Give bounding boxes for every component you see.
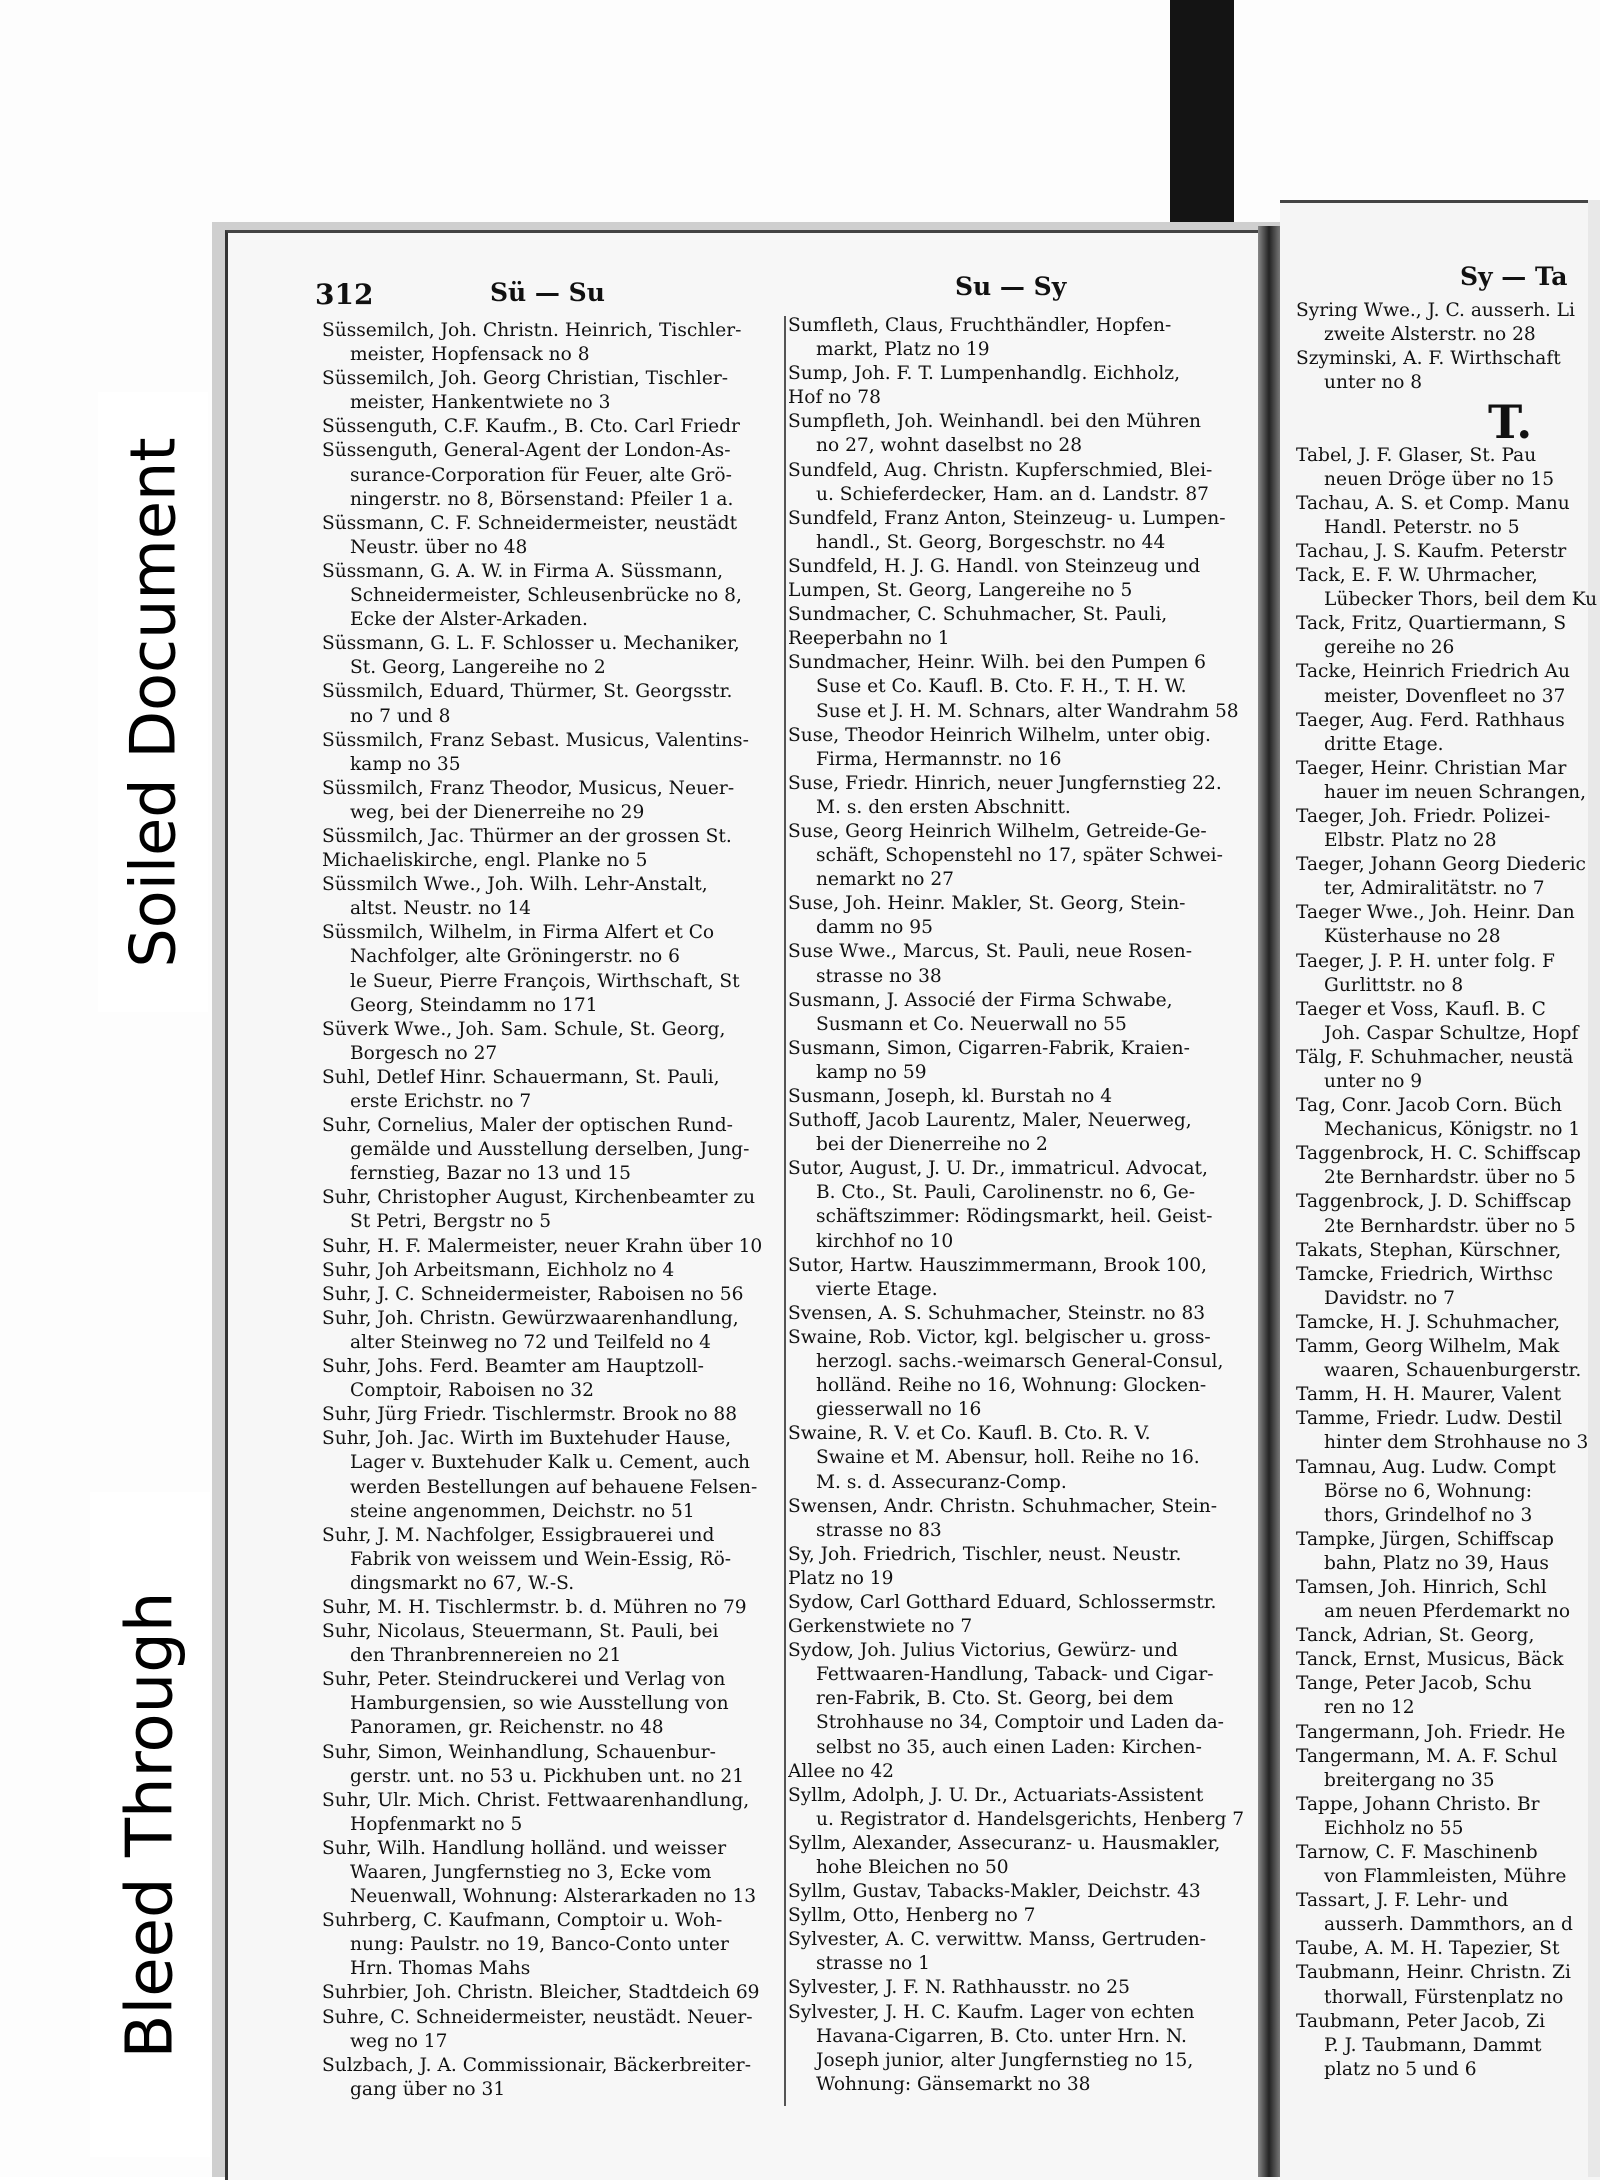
directory-entry-line: Schneidermeister, Schleusenbrücke no 8, <box>350 585 742 607</box>
directory-entry-line: M. s. den ersten Abschnitt. <box>816 796 1071 818</box>
directory-entry-line: Suhr, Joh Arbeitsmann, Eichholz no 4 <box>322 1259 675 1281</box>
directory-entry-line: altst. Neustr. no 14 <box>350 898 532 920</box>
directory-entry-line: B. Cto., St. Pauli, Carolinenstr. no 6, Ge- <box>816 1182 1196 1204</box>
directory-entry-line: Suthoff, Jacob Laurentz, Maler, Neuerweg, <box>788 1110 1192 1132</box>
directory-entry-line: Allee no 42 <box>788 1760 894 1782</box>
directory-entry-line: Joseph junior, alter Jungfernstieg no 15, <box>816 2049 1194 2071</box>
directory-entry-line: Sy, Joh. Friedrich, Tischler, neust. Neustr. <box>788 1543 1182 1565</box>
directory-entry-line: Taeger, Aug. Ferd. Rathhaus <box>1296 709 1565 731</box>
directory-entry-line: Hamburgensien, so wie Ausstellung von <box>350 1693 729 1715</box>
soiled-document-label <box>98 392 208 1012</box>
directory-entry-line: steine angenommen, Deichstr. no 51 <box>350 1500 695 1522</box>
directory-entry-line: Gurlittstr. no 8 <box>1324 974 1464 996</box>
directory-entry-line: Tamm, H. H. Maurer, Valent <box>1296 1384 1562 1406</box>
directory-entry-line: Elbstr. Platz no 28 <box>1324 830 1497 852</box>
directory-entry-line: handl., St. Georg, Borgeschstr. no 44 <box>816 531 1166 553</box>
directory-entry-line: Hof no 78 <box>788 387 881 409</box>
directory-entry-line: gerstr. unt. no 53 u. Pickhuben unt. no 21 <box>350 1765 745 1787</box>
directory-entry-line: Sumpfleth, Joh. Weinhandl. bei den Mühren <box>788 411 1202 433</box>
directory-entry-line: meister, Hankentwiete no 3 <box>350 392 611 414</box>
directory-entry-line: Handl. Peterstr. no 5 <box>1324 516 1520 538</box>
directory-entry-line: Taubmann, Peter Jacob, Zi <box>1296 2010 1546 2032</box>
directory-entry-line: gereihe no 26 <box>1324 637 1455 659</box>
directory-entry-line: Suhr, H. F. Malermeister, neuer Krahn über 10 <box>322 1235 763 1257</box>
directory-entry-line: bei der Dienerreihe no 2 <box>816 1134 1048 1156</box>
scanner-edge-shadow <box>1170 0 1234 250</box>
directory-entry-line: Tamcke, H. J. Schuhmacher, <box>1296 1311 1560 1333</box>
directory-entry-line: kamp no 35 <box>350 753 461 775</box>
directory-entry-line: Sutor, Hartw. Hauszimmermann, Brook 100, <box>788 1254 1207 1276</box>
directory-entry-line: vierte Etage. <box>816 1278 938 1300</box>
directory-entry-line: Sumfleth, Claus, Fruchthändler, Hopfen- <box>788 315 1172 336</box>
directory-entry-line: Sundfeld, Aug. Christn. Kupferschmied, Blei- <box>788 459 1213 481</box>
directory-entry-line: Süssemilch, Joh. Christn. Heinrich, Tischler- <box>322 320 742 341</box>
directory-entry-line: Lager v. Buxtehuder Kalk u. Cement, auch <box>350 1452 750 1474</box>
directory-entry-line: Taeger et Voss, Kaufl. B. C <box>1296 998 1546 1020</box>
directory-entry-line: Taeger, Heinr. Christian Mar <box>1296 757 1567 779</box>
directory-entry-line: damm no 95 <box>816 917 933 939</box>
book-gutter <box>1258 226 1280 2177</box>
directory-entry-line: Davidstr. no 7 <box>1324 1287 1455 1309</box>
directory-entry-line: Syllm, Alexander, Assecuranz- u. Hausmakler, <box>788 1832 1221 1854</box>
directory-entry-line: Sundmacher, C. Schuhmacher, St. Pauli, <box>788 604 1168 626</box>
directory-entry-line: Strohhause no 34, Comptoir und Laden da- <box>816 1712 1224 1734</box>
directory-entry-line: Suhrbier, Joh. Christn. Bleicher, Stadtdeich 69 <box>322 1982 760 2004</box>
directory-entry-line: Michaeliskirche, engl. Planke no 5 <box>322 850 648 872</box>
right-running-head: Sy — Ta <box>1460 262 1568 291</box>
directory-entry-line: gang über no 31 <box>350 2078 506 2100</box>
directory-entry-line: Lübecker Thors, beil dem Ku <box>1324 589 1598 611</box>
directory-entry-line: Joh. Caspar Schultze, Hopf <box>1324 1022 1579 1044</box>
directory-entry-line: Sylvester, J. F. N. Rathhausstr. no 25 <box>788 1977 1130 1999</box>
directory-entry-line: Süssemilch, Joh. Georg Christian, Tischler- <box>322 368 729 390</box>
directory-entry-line: von Flammleisten, Mühre <box>1324 1866 1567 1888</box>
directory-entry-line: no 7 und 8 <box>350 705 451 727</box>
directory-entry-line: Sylvester, A. C. verwittw. Manss, Gertruden- <box>788 1929 1206 1951</box>
directory-entry-line <box>1296 419 1600 443</box>
directory-entry-line: zweite Alsterstr. no 28 <box>1324 324 1536 346</box>
page-number: 312 <box>315 278 374 311</box>
directory-entry-line: Susmann, J. Associé der Firma Schwabe, <box>788 989 1173 1011</box>
directory-entry-line: ren-Fabrik, B. Cto. St. Georg, bei dem <box>816 1688 1174 1710</box>
directory-entry-line: nemarkt no 27 <box>816 869 954 891</box>
directory-entry-line: St. Georg, Langereihe no 2 <box>350 657 606 679</box>
directory-entry-line: M. s. d. Assecuranz-Comp. <box>816 1471 1067 1493</box>
directory-entry-line: meister, Dovenfleet no 37 <box>1324 685 1566 707</box>
directory-entry-line: Suse, Friedr. Hinrich, neuer Jungfernstieg 22. <box>788 772 1222 794</box>
directory-entry-line: Tälg, F. Schuhmacher, neustä <box>1296 1046 1574 1068</box>
directory-entry-line: Sydow, Carl Gotthard Eduard, Schlossermstr. <box>788 1591 1217 1613</box>
directory-entry-line: 2te Bernhardstr. über no 5 <box>1324 1167 1576 1189</box>
directory-entry-line: Suhr, Cornelius, Maler der optischen Rund- <box>322 1115 733 1137</box>
directory-entry-line: Suhr, Simon, Weinhandlung, Schauenbur- <box>322 1741 716 1763</box>
directory-entry-line: Suhr, Christopher August, Kirchenbeamter zu <box>322 1187 756 1209</box>
directory-entry-line: Süssmilch, Franz Theodor, Musicus, Neuer- <box>322 777 735 799</box>
directory-entry-line: Suhr, Wilh. Handlung holländ. und weisser <box>322 1837 727 1859</box>
directory-entry-line: thorwall, Fürstenplatz no <box>1324 1986 1564 2008</box>
directory-entry-line: ningerstr. no 8, Börsenstand: Pfeiler 1 a. <box>350 488 734 510</box>
directory-entry-line: hauer im neuen Schrangen, <box>1324 781 1587 803</box>
directory-entry-line: meister, Hopfensack no 8 <box>350 344 590 366</box>
directory-entry-line: nung: Paulstr. no 19, Banco-Conto unter <box>350 1934 729 1956</box>
directory-entry-line: Havana-Cigarren, B. Cto. unter Hrn. N. <box>816 2025 1187 2047</box>
directory-entry-line: Waaren, Jungfernstieg no 3, Ecke vom <box>350 1862 712 1883</box>
directory-entry-line: Süssenguth, C.F. Kaufm., B. Cto. Carl Friedr <box>322 416 740 438</box>
directory-entry-line: dritte Etage. <box>1324 733 1444 755</box>
directory-entry-line: schäft, Schopenstehl no 17, später Schwei- <box>816 845 1223 867</box>
directory-entry-line: alter Steinweg no 72 und Teilfeld no 4 <box>350 1331 711 1353</box>
directory-entry-line: Süssmann, G. L. F. Schlosser u. Mechaniker, <box>322 633 740 655</box>
directory-entry-line <box>1296 395 1600 419</box>
directory-entry-line: Svensen, A. S. Schuhmacher, Steinstr. no 83 <box>788 1302 1206 1324</box>
directory-entry-line: Tack, Fritz, Quartiermann, S <box>1296 613 1567 635</box>
directory-entry-line: Tangermann, M. A. F. Schul <box>1296 1745 1558 1767</box>
directory-entry-line: Lumpen, St. Georg, Langereihe no 5 <box>788 580 1133 602</box>
directory-entry-line: Tarnow, C. F. Maschinenb <box>1296 1842 1538 1863</box>
directory-entry-line: Sutor, August, J. U. Dr., immatricul. Advocat, <box>788 1158 1208 1180</box>
directory-entry-line: Tacke, Heinrich Friedrich Au <box>1296 661 1571 683</box>
directory-entry-line: 2te Bernhardstr. über no 5 <box>1324 1215 1576 1237</box>
directory-entry-line: weg no 17 <box>350 2030 448 2052</box>
directory-entry-line: Platz no 19 <box>788 1567 894 1589</box>
directory-entry-line: Süverk Wwe., Joh. Sam. Schule, St. Georg, <box>322 1018 726 1040</box>
directory-entry-line: Küsterhause no 28 <box>1324 926 1501 948</box>
directory-entry-line: Suse et J. H. M. Schnars, alter Wandrahm 58 <box>816 700 1239 722</box>
directory-entry-line: Panoramen, gr. Reichenstr. no 48 <box>350 1717 664 1739</box>
directory-entry-line: Tack, E. F. W. Uhrmacher, <box>1296 565 1538 587</box>
directory-entry-line: Taubmann, Heinr. Christn. Zi <box>1296 1962 1571 1984</box>
directory-entry-line: Susmann, Joseph, kl. Burstah no 4 <box>788 1086 1113 1107</box>
directory-entry-line: Nachfolger, alte Gröningerstr. no 6 <box>350 946 680 968</box>
directory-entry-line: ren no 12 <box>1324 1697 1415 1719</box>
directory-entry-line: Suse, Theodor Heinrich Wilhelm, unter obig. <box>788 724 1211 746</box>
directory-entry-line: gemälde und Ausstellung derselben, Jung- <box>350 1139 750 1161</box>
directory-entry-line: Hrn. Thomas Mahs <box>350 1958 531 1980</box>
directory-entry-line: Fettwaaren-Handlung, Taback- und Cigar- <box>816 1664 1214 1686</box>
directory-entry-line: unter no 8 <box>1324 372 1423 394</box>
directory-entry-line: Reeperbahn no 1 <box>788 628 950 650</box>
directory-entry-line: St Petri, Bergstr no 5 <box>350 1211 552 1233</box>
directory-entry-line: Süssmilch, Jac. Thürmer an der grossen St. <box>322 825 732 847</box>
directory-entry-line: Tamm, Georg Wilhelm, Mak <box>1296 1336 1560 1358</box>
directory-entry-line: Syring Wwe., J. C. ausserh. Li <box>1296 300 1575 321</box>
directory-entry-line: Taeger, Johann Georg Diederic <box>1296 854 1586 876</box>
directory-entry-line: Fabrik von weissem und Wein-Essig, Rö- <box>350 1548 732 1570</box>
section-letter: T. <box>1488 395 1533 449</box>
soiled-document-text: Soiled Document <box>116 436 190 968</box>
directory-entry-line: Börse no 6, Wohnung: <box>1324 1480 1533 1502</box>
directory-entry-line: selbst no 35, auch einen Laden: Kirchen- <box>816 1736 1202 1758</box>
directory-entry-line: Taube, A. M. H. Tapezier, St <box>1296 1938 1560 1960</box>
directory-entry-line: Comptoir, Raboisen no 32 <box>350 1380 594 1402</box>
directory-entry-line: Suhr, J. C. Schneidermeister, Raboisen no 56 <box>322 1283 744 1305</box>
directory-entry-line: fernstieg, Bazar no 13 und 15 <box>350 1163 631 1185</box>
directory-entry-line: weg, bei der Dienerreihe no 29 <box>350 801 645 823</box>
directory-entry-line: Hopfenmarkt no 5 <box>350 1813 523 1835</box>
directory-entry-line: thors, Grindelhof no 3 <box>1324 1504 1533 1526</box>
directory-entry-line: strasse no 38 <box>816 965 942 987</box>
directory-entry-line: Tange, Peter Jacob, Schu <box>1296 1673 1532 1695</box>
directory-entry-line: Suhrberg, C. Kaufmann, Comptoir u. Woh- <box>322 1910 723 1932</box>
directory-entry-line: Susmann, Simon, Cigarren-Fabrik, Kraien- <box>788 1037 1190 1059</box>
directory-entry-line: Tamme, Friedr. Ludw. Destil <box>1296 1408 1563 1430</box>
directory-entry-line: giesserwall no 16 <box>816 1399 982 1421</box>
directory-entry-line: holländ. Reihe no 16, Wohnung: Glocken- <box>816 1375 1207 1397</box>
middle-running-head: Su — Sy <box>955 272 1067 301</box>
directory-entry-line: Swaine, R. V. et Co. Kaufl. B. Cto. R. V. <box>788 1423 1151 1445</box>
directory-entry-line: Tachau, J. S. Kaufm. Peterstr <box>1296 540 1567 562</box>
directory-entry-line: Tampke, Jürgen, Schiffscap <box>1296 1528 1554 1550</box>
directory-entry-line: Swaine, Rob. Victor, kgl. belgischer u. gross- <box>788 1326 1211 1348</box>
directory-entry-line: P. J. Taubmann, Dammt <box>1324 2034 1542 2056</box>
directory-entry-line: Tangermann, Joh. Friedr. He <box>1296 1721 1566 1743</box>
directory-entry-line: Sundfeld, H. J. G. Handl. von Steinzeug und <box>788 555 1201 577</box>
directory-entry-line: Mechanicus, Königstr. no 1 <box>1324 1119 1581 1141</box>
directory-entry-line: Taggenbrock, H. C. Schiffscap <box>1296 1143 1581 1165</box>
bleed-through-text: Bleed Through <box>113 1591 187 2058</box>
directory-entry-line: Taeger Wwe., Joh. Heinr. Dan <box>1296 902 1575 924</box>
directory-entry-line: no 27, wohnt daselbst no 28 <box>816 435 1083 457</box>
directory-entry-line: Suse et Co. Kaufl. B. Cto. F. H., T. H. W. <box>816 676 1187 698</box>
directory-entry-line: dingsmarkt no 67, W.-S. <box>350 1572 575 1594</box>
directory-entry-line: Syllm, Gustav, Tabacks-Makler, Deichstr. 43 <box>788 1881 1201 1903</box>
directory-entry-line: u. Schieferdecker, Ham. an d. Landstr. 87 <box>816 483 1210 505</box>
directory-entry-line: breitergang no 35 <box>1324 1769 1495 1791</box>
directory-entry-line: Wohnung: Gänsemarkt no 38 <box>816 2073 1091 2095</box>
directory-entry-line: Taeger, J. P. H. unter folg. F <box>1296 950 1555 972</box>
directory-entry-line: Syllm, Adolph, J. U. Dr., Actuariats-Assistent <box>788 1784 1204 1806</box>
directory-entry-line: Sundfeld, Franz Anton, Steinzeug- u. Lumpen- <box>788 507 1226 529</box>
directory-entry-line: Süssenguth, General-Agent der London-As- <box>322 440 731 462</box>
directory-column-2 <box>788 314 1256 2097</box>
directory-entry-line: ter, Admiralitätstr. no 7 <box>1324 878 1545 900</box>
directory-entry-line: Eichholz no 55 <box>1324 1817 1464 1839</box>
directory-entry-line: Tachau, A. S. et Comp. Manu <box>1296 492 1570 514</box>
directory-entry-line: hinter dem Strohhause no 3 <box>1324 1432 1589 1454</box>
directory-entry-line: Sydow, Joh. Julius Victorius, Gewürz- und <box>788 1640 1178 1662</box>
directory-entry-line: Tappe, Johann Christo. Br <box>1296 1793 1540 1815</box>
directory-entry-line: ausserh. Dammthors, an d <box>1324 1914 1573 1936</box>
directory-entry-line: Suhr, Peter. Steindruckerei und Verlag von <box>322 1669 726 1691</box>
bleed-through-label <box>90 1492 210 2157</box>
directory-entry-line: Suhr, Johs. Ferd. Beamter am Hauptzoll- <box>322 1356 704 1378</box>
directory-entry-line: strasse no 1 <box>816 1953 930 1975</box>
directory-entry-line: Tamcke, Friedrich, Wirthsc <box>1296 1263 1553 1285</box>
directory-entry-line: kirchhof no 10 <box>816 1230 954 1252</box>
directory-entry-line: markt, Platz no 19 <box>816 339 990 361</box>
directory-entry-line: Syllm, Otto, Henberg no 7 <box>788 1905 1036 1927</box>
directory-entry-line: schäftszimmer: Rödingsmarkt, heil. Geist- <box>816 1206 1213 1228</box>
directory-entry-line: Suhr, Jürg Friedr. Tischlermstr. Brook no 88 <box>322 1404 738 1426</box>
directory-column-3 <box>1296 299 1600 2082</box>
directory-entry-line: den Thranbrennereien no 21 <box>350 1645 622 1667</box>
directory-entry-line: Taeger, Joh. Friedr. Polizei- <box>1296 805 1551 827</box>
directory-entry-line: Süssmilch, Franz Sebast. Musicus, Valentins- <box>322 729 749 751</box>
directory-entry-line: Borgesch no 27 <box>350 1042 498 1064</box>
left-running-head: Sü — Su <box>490 278 605 307</box>
directory-entry-line: Suse, Georg Heinrich Wilhelm, Getreide-Ge- <box>788 820 1207 842</box>
directory-entry-line: Süssmilch Wwe., Joh. Wilh. Lehr-Anstalt, <box>322 874 708 896</box>
directory-entry-line: hohe Bleichen no 50 <box>816 1857 1009 1878</box>
directory-entry-line: Suhl, Detlef Hinr. Schauermann, St. Pauli, <box>322 1066 720 1088</box>
directory-entry-line: platz no 5 und 6 <box>1324 2058 1477 2080</box>
directory-entry-line: Süssmilch, Eduard, Thürmer, St. Georgsstr. <box>322 681 733 703</box>
directory-entry-line: strasse no 83 <box>816 1519 942 1541</box>
directory-entry-line: herzogl. sachs.-weimarsch General-Consul, <box>816 1351 1224 1373</box>
directory-entry-line: Swensen, Andr. Christn. Schuhmacher, Stein- <box>788 1495 1218 1517</box>
directory-entry-line: le Sueur, Pierre François, Wirthschaft, St <box>350 970 740 992</box>
directory-entry-line: surance-Corporation für Feuer, alte Grö- <box>350 464 732 486</box>
directory-entry-line: Sulzbach, J. A. Commissionair, Bäckerbreiter- <box>322 2054 751 2076</box>
directory-entry-line: Suse Wwe., Marcus, St. Pauli, neue Rosen- <box>788 941 1193 963</box>
directory-entry-line: Sundmacher, Heinr. Wilh. bei den Pumpen 6 <box>788 652 1206 674</box>
directory-entry-line: u. Registrator d. Handelsgerichts, Henberg 7 <box>816 1808 1245 1830</box>
directory-entry-line: kamp no 59 <box>816 1061 927 1083</box>
directory-entry-line: waaren, Schauenburgerstr. <box>1324 1360 1582 1382</box>
directory-entry-line: Tassart, J. F. Lehr- und <box>1296 1890 1509 1912</box>
directory-entry-line: Suhr, Joh. Christn. Gewürzwaarenhandlung, <box>322 1307 739 1329</box>
directory-entry-line: Neustr. über no 48 <box>350 536 528 558</box>
directory-entry-line: Gerkenstwiete no 7 <box>788 1616 973 1638</box>
directory-entry-line: Sump, Joh. F. T. Lumpenhandlg. Eichholz, <box>788 363 1181 385</box>
directory-entry-line: Susmann et Co. Neuerwall no 55 <box>816 1013 1127 1035</box>
directory-entry-line: Süssmann, C. F. Schneidermeister, neustädt <box>322 512 738 534</box>
directory-entry-line: Georg, Steindamm no 171 <box>350 994 598 1016</box>
directory-entry-line: Süssmann, G. A. W. in Firma A. Süssmann, <box>322 560 724 582</box>
directory-entry-line: Szyminski, A. F. Wirthschaft <box>1296 348 1561 370</box>
directory-entry-line: Tanck, Ernst, Musicus, Bäck <box>1296 1649 1564 1671</box>
directory-entry-line: erste Erichstr. no 7 <box>350 1091 532 1112</box>
directory-entry-line: Ecke der Alster-Arkaden. <box>350 609 588 631</box>
directory-entry-line: Suhr, J. M. Nachfolger, Essigbrauerei und <box>322 1524 715 1546</box>
directory-entry-line: neuen Dröge über no 15 <box>1324 468 1555 490</box>
directory-entry-line: Suhr, Ulr. Mich. Christ. Fettwaarenhandlung, <box>322 1789 750 1811</box>
directory-entry-line: Tanck, Adrian, St. Georg, <box>1296 1625 1535 1647</box>
directory-entry-line: Suhr, Nicolaus, Steuermann, St. Pauli, bei <box>322 1621 719 1643</box>
directory-entry-line: Swaine et M. Abensur, holl. Reihe no 16. <box>816 1447 1200 1469</box>
directory-entry-line: werden Bestellungen auf behauene Felsen- <box>350 1476 758 1498</box>
directory-entry-line: Suhre, C. Schneidermeister, neustädt. Neuer- <box>322 2006 753 2028</box>
directory-entry-line: Firma, Hermannstr. no 16 <box>816 748 1062 770</box>
directory-entry-line: unter no 9 <box>1324 1071 1423 1092</box>
directory-entry-line: Suhr, M. H. Tischlermstr. b. d. Mühren no 79 <box>322 1596 747 1618</box>
directory-entry-line: am neuen Pferdemarkt no <box>1324 1601 1571 1623</box>
directory-entry-line: Tamsen, Joh. Hinrich, Schl <box>1296 1576 1547 1598</box>
directory-entry-line: Takats, Stephan, Kürschner, <box>1296 1239 1562 1261</box>
directory-entry-line: Suhr, Joh. Jac. Wirth im Buxtehuder Hause, <box>322 1428 732 1450</box>
directory-entry-line: Tabel, J. F. Glaser, St. Pau <box>1296 444 1537 466</box>
directory-entry-line: Neuenwall, Wohnung: Alsterarkaden no 13 <box>350 1886 757 1908</box>
directory-entry-line: bahn, Platz no 39, Haus <box>1324 1552 1549 1574</box>
directory-entry-line: Sylvester, J. H. C. Kaufm. Lager von echten <box>788 2001 1195 2023</box>
directory-entry-line: Süssmilch, Wilhelm, in Firma Alfert et Co <box>322 922 715 944</box>
directory-entry-line: Suse, Joh. Heinr. Makler, St. Georg, Stein- <box>788 893 1186 915</box>
directory-entry-line: Tamnau, Aug. Ludw. Compt <box>1296 1456 1556 1478</box>
directory-entry-line: Taggenbrock, J. D. Schiffscap <box>1296 1191 1572 1213</box>
directory-column-1 <box>322 319 790 2102</box>
directory-entry-line: Tag, Conr. Jacob Corn. Büch <box>1296 1095 1562 1117</box>
